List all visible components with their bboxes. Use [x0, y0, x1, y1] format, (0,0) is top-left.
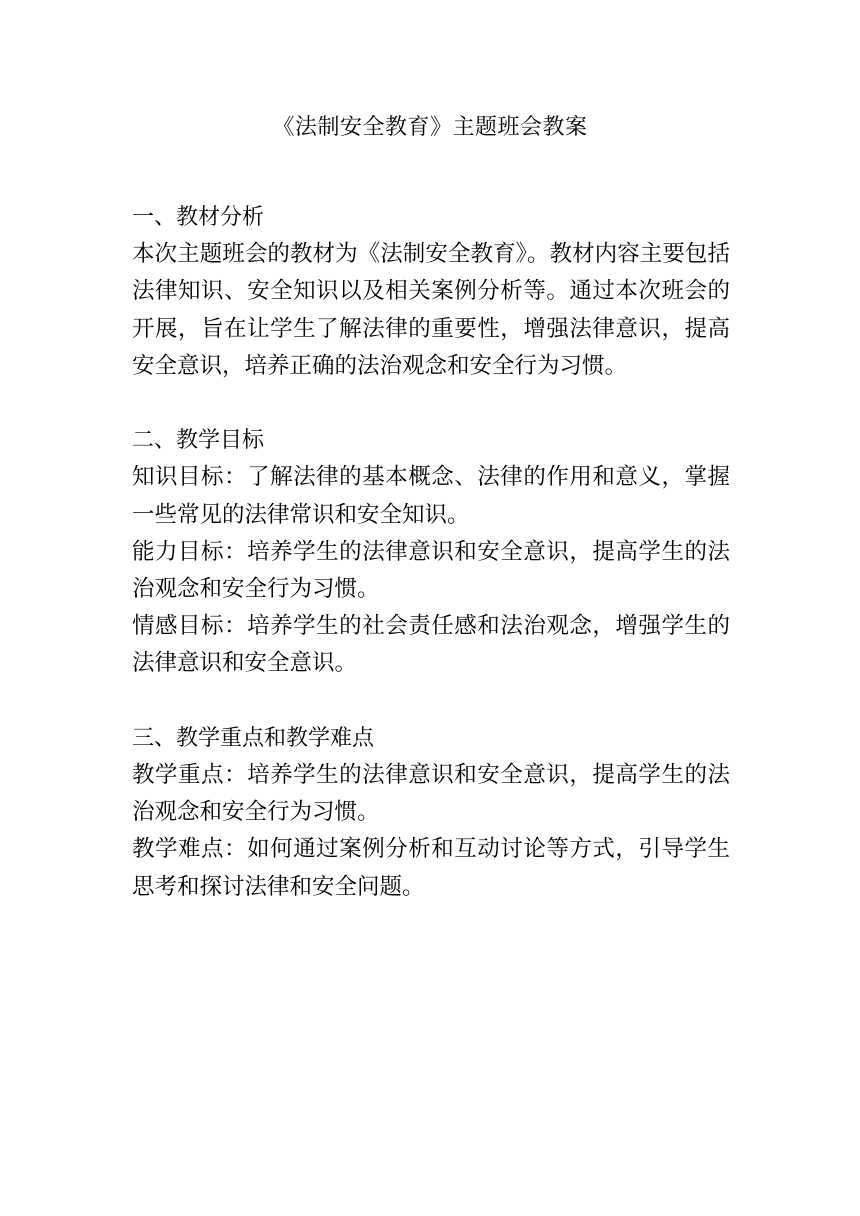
- section-heading: 三、教学重点和教学难点: [132, 725, 375, 751]
- section-paragraph: 能力目标：培养学生的法律意识和安全意识，提高学生的法治观念和安全行为习惯。: [132, 538, 730, 603]
- document-body: [132, 199, 730, 943]
- section-paragraph: 本次主题班会的教材为《法制安全教育》。教材内容主要包括法律知识、安全知识以及相关案例分析等。通过本次班会的开展，旨在让学生了解法律的重要性，增强法律意识，提高安全意识，培养正确的法治观念和安全行为习惯。: [132, 241, 730, 379]
- section-heading: 一、教材分析: [132, 205, 265, 230]
- section-paragraph: 教学难点：如何通过案例分析和互动讨论等方式，引导学生思考和探讨法律和安全问题。: [132, 836, 730, 900]
- document-title: 《法制安全教育》主题班会教案: [272, 115, 588, 140]
- section-heading: 二、教学目标: [132, 428, 265, 454]
- section-key-points: [132, 720, 730, 906]
- section-textbook-analysis: [132, 199, 730, 385]
- section-paragraph: 情感目标：培养学生的社会责任感和法治观念，增强学生的法律意识和安全意识。: [132, 613, 730, 677]
- section-teaching-goals: [132, 422, 730, 682]
- section-paragraph: 知识目标：了解法律的基本概念、法律的作用和意义，掌握一些常见的法律常识和安全知识。: [132, 464, 730, 528]
- section-paragraph: 教学重点：培养学生的法律意识和安全意识，提高学生的法治观念和安全行为习惯。: [132, 762, 730, 826]
